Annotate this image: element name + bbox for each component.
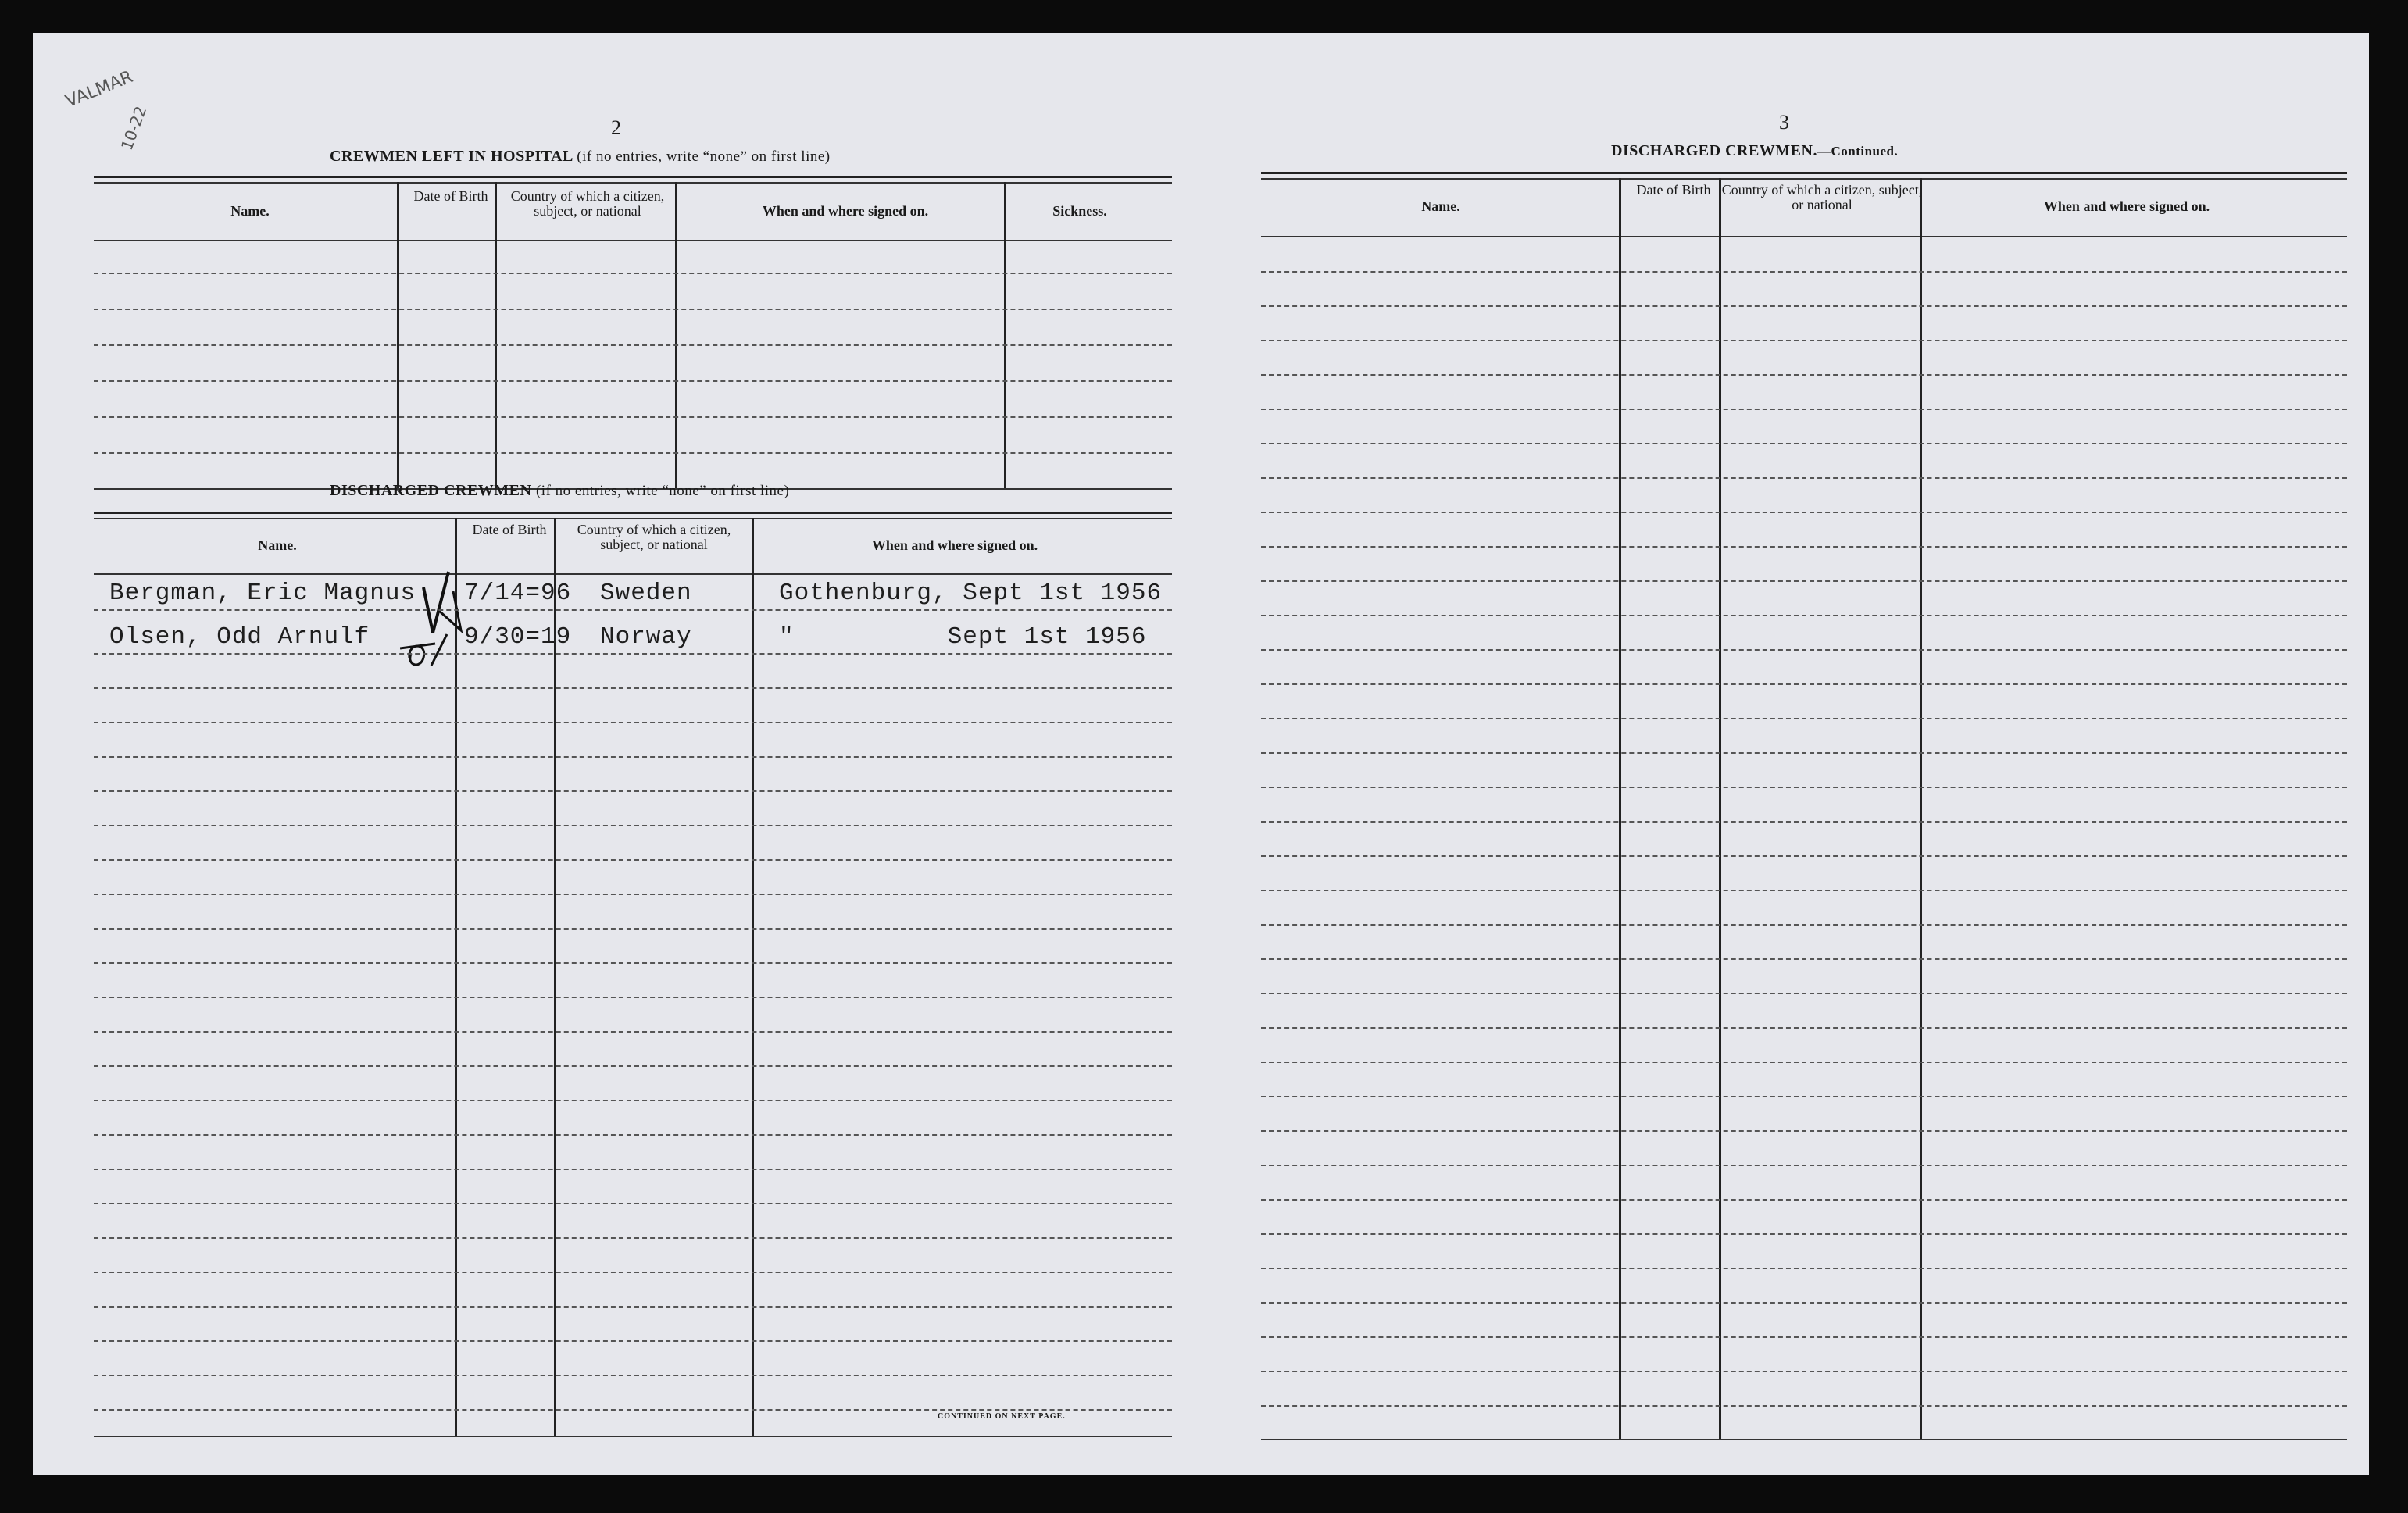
continued-entry-line	[1261, 924, 2347, 926]
hospital-entry-line	[94, 309, 1172, 310]
discharged-entry-line	[94, 859, 1172, 861]
continued-entry-line	[1261, 787, 2347, 788]
hospital-col-sickness: Sickness.	[1052, 203, 1107, 219]
continued-entry-line	[1261, 271, 2347, 273]
discharged-col-dob: Date of Birth	[472, 522, 547, 537]
discharged-entry-line	[94, 653, 1172, 655]
discharged-col-name: Name.	[258, 537, 297, 553]
continued-entry-line	[1261, 890, 2347, 891]
hospital-table-top-rule	[94, 176, 1172, 178]
continued-entry-line	[1261, 1405, 2347, 1407]
continued-entry-line	[1261, 1096, 2347, 1097]
continued-entry-line	[1261, 340, 2347, 341]
discharged-entry-line	[94, 1134, 1172, 1136]
crew-entry-name: Bergman, Eric Magnus	[109, 580, 416, 607]
continued-entry-line	[1261, 615, 2347, 616]
hospital-col-dob: Date of Birth	[413, 188, 488, 204]
discharged-entry-line	[94, 722, 1172, 723]
hospital-col-divider-1	[397, 182, 399, 488]
crew-entry-country: Norway	[600, 623, 692, 651]
hospital-section-title: CREWMEN LEFT IN HOSPITAL (if no entries, write “none” on first line)	[330, 148, 831, 165]
discharged-entry-line	[94, 1409, 1172, 1411]
discharged-entry-line	[94, 928, 1172, 930]
hospital-col-signed: When and where signed on.	[762, 203, 929, 219]
discharged-entry-line	[94, 1100, 1172, 1101]
continued-col-divider-1	[1619, 178, 1621, 1439]
crew-entry-country: Sweden	[600, 580, 692, 607]
continued-entry-line	[1261, 546, 2347, 548]
discharged-table-top-rule	[94, 512, 1172, 514]
continued-entry-line	[1261, 409, 2347, 410]
continued-col-name: Name.	[1421, 198, 1460, 214]
discharged-entry-line	[94, 790, 1172, 792]
hospital-col-divider-3	[675, 182, 677, 488]
continued-entry-line	[1261, 1268, 2347, 1269]
discharged-entry-line	[94, 687, 1172, 689]
discharged-entry-line	[94, 825, 1172, 826]
discharged-entry-line	[94, 756, 1172, 758]
continued-entry-line	[1261, 477, 2347, 479]
continued-entry-line	[1261, 1233, 2347, 1235]
hospital-entry-line	[94, 452, 1172, 454]
hospital-col-name: Name.	[230, 203, 270, 219]
discharged-entry-line	[94, 609, 1172, 611]
continued-entry-line	[1261, 443, 2347, 444]
continued-entry-line	[1261, 374, 2347, 376]
discharged-entry-line	[94, 1306, 1172, 1308]
continued-entry-line	[1261, 993, 2347, 994]
continued-entry-line	[1261, 1130, 2347, 1132]
discharged-col-divider-2	[554, 518, 556, 1436]
continued-entry-line	[1261, 752, 2347, 754]
discharged-entry-line	[94, 1065, 1172, 1067]
continued-col-signed: When and where signed on.	[2043, 198, 2210, 214]
page-number-right: 3	[1779, 111, 1789, 134]
continued-entry-line	[1261, 580, 2347, 582]
continued-entry-line	[1261, 821, 2347, 823]
hospital-col-country: Country of which a citizen, subject, or national	[510, 188, 665, 219]
continued-col-divider-2	[1719, 178, 1721, 1439]
discharged-entry-line	[94, 894, 1172, 895]
continued-entry-line	[1261, 718, 2347, 719]
discharged-entry-line	[94, 997, 1172, 998]
discharged-entry-line	[94, 1272, 1172, 1273]
continued-entry-line	[1261, 1027, 2347, 1029]
discharged-entry-line	[94, 1031, 1172, 1033]
hospital-entry-line	[94, 344, 1172, 346]
continued-entry-line	[1261, 958, 2347, 960]
handwritten-checkmark-marks	[400, 556, 509, 673]
discharged-col-signed: When and where signed on.	[871, 537, 1038, 553]
discharged-entry-line	[94, 1203, 1172, 1204]
hospital-entry-line	[94, 273, 1172, 274]
continued-header-rule	[1261, 236, 2347, 237]
page-number-left: 2	[611, 116, 621, 139]
continued-entry-line	[1261, 649, 2347, 651]
continued-col-country: Country of which a citizen, subject, or national	[1721, 182, 1923, 212]
continued-entry-line	[1261, 1199, 2347, 1201]
discharged-table-bottom-rule	[94, 1436, 1172, 1437]
hospital-col-divider-2	[495, 182, 497, 488]
hospital-table-top-rule-2	[94, 182, 1172, 184]
continued-entry-line	[1261, 512, 2347, 513]
continued-col-dob: Date of Birth	[1636, 182, 1711, 198]
hospital-col-divider-4	[1004, 182, 1006, 488]
discharged-entry-line	[94, 1237, 1172, 1239]
discharged-col-divider-3	[752, 518, 754, 1436]
continued-entry-line	[1261, 855, 2347, 857]
handwritten-margin-note: VALMAR	[63, 67, 136, 112]
continued-col-divider-3	[1920, 178, 1922, 1439]
continued-table-bottom-rule	[1261, 1439, 2347, 1440]
continued-note: CONTINUED ON NEXT PAGE.	[938, 1412, 1066, 1421]
crew-entry-signed: Gothenburg, Sept 1st 1956	[779, 580, 1163, 607]
continued-table-top-rule	[1261, 172, 2347, 174]
discharged-continued-title: DISCHARGED CREWMEN.—Continued.	[1611, 142, 1899, 159]
discharged-header-rule	[94, 573, 1172, 575]
crew-entry-dob: 9/30=19	[464, 623, 572, 651]
hospital-header-rule	[94, 240, 1172, 241]
continued-entry-line	[1261, 1371, 2347, 1372]
hospital-entry-line	[94, 380, 1172, 382]
discharged-entry-line	[94, 1340, 1172, 1342]
discharged-section-title: DISCHARGED CREWMEN (if no entries, write “none” on first line)	[330, 482, 790, 499]
continued-entry-line	[1261, 1062, 2347, 1063]
discharged-entry-line	[94, 1169, 1172, 1170]
handwritten-margin-date: 10-22	[116, 103, 151, 153]
continued-entry-line	[1261, 1302, 2347, 1304]
continued-table-top-rule-2	[1261, 178, 2347, 180]
discharged-entry-line	[94, 1375, 1172, 1376]
continued-entry-line	[1261, 683, 2347, 685]
crew-entry-signed: " Sept 1st 1956	[779, 623, 1147, 651]
discharged-table-top-rule-2	[94, 518, 1172, 519]
crew-entry-name: Olsen, Odd Arnulf	[109, 623, 370, 651]
continued-entry-line	[1261, 305, 2347, 307]
document-sheet	[33, 33, 2369, 1475]
crew-entry-dob: 7/14=96	[464, 580, 572, 607]
continued-entry-line	[1261, 1165, 2347, 1166]
hospital-entry-line	[94, 416, 1172, 418]
discharged-col-country: Country of which a citizen, subject, or national	[577, 522, 731, 552]
discharged-entry-line	[94, 962, 1172, 964]
continued-entry-line	[1261, 1336, 2347, 1338]
